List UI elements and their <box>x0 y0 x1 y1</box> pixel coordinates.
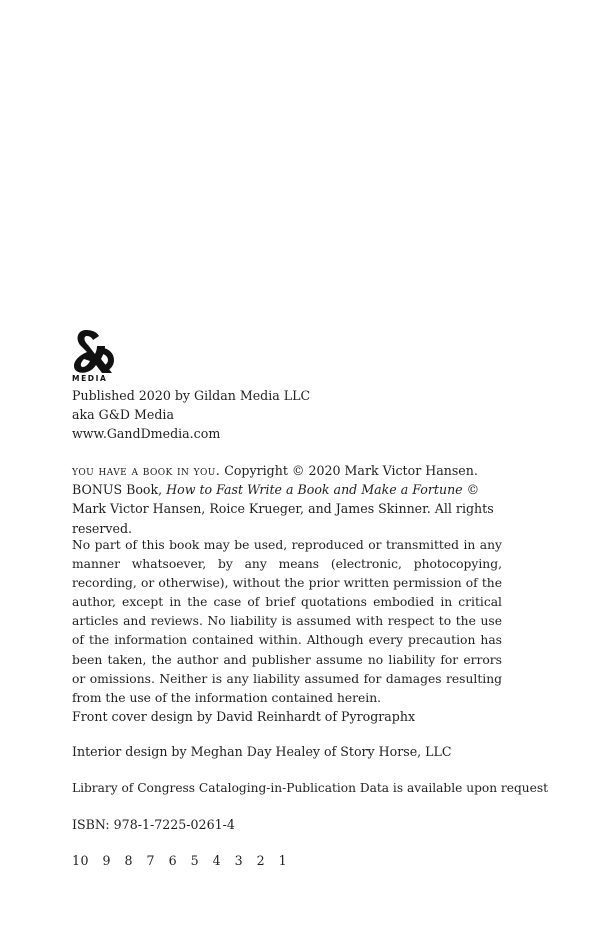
book-title-caps: you have a book in you. <box>72 463 221 478</box>
aka-line: aka G&D Media <box>72 407 174 423</box>
copyright-text-2: © Mark Victor Hansen, Roice Krueger, and James Skinner. All rights reserved. <box>72 482 494 536</box>
copyright-text-1: Copyright © 2020 Mark Victor Hansen. BONUS Book, <box>72 463 478 498</box>
rights-paragraph: No part of this book may be used, reproduced or transmitted in any manner whatsoever, by any means (electronic, photocopying, recording, or otherwise), without the prior written permission of the author, except in the case of brief quotations embodied in critical articles and reviews. No liability is assumed with respect to the use of the information contained within. Although every precaution has been taken, the author and publisher assume no liability for errors or omissions. Neither is any liability assumed for damages resulting from the use of the information contained herein. <box>72 538 502 705</box>
cover-design-credit: Front cover design by David Reinhardt of Pyrographx <box>72 709 416 724</box>
cip-data-note: Library of Congress Cataloging-in-Publication Data is available upon request <box>72 781 548 795</box>
printer-line: 10 9 8 7 6 5 4 3 2 1 <box>72 853 288 868</box>
published-by-line: Published 2020 by Gildan Media LLC <box>72 388 311 403</box>
publisher-website: www.GandDmedia.com <box>72 426 221 442</box>
interior-design-credit: Interior design by Meghan Day Healey of Story Horse, LLC <box>72 744 452 759</box>
publisher-logo <box>72 328 116 384</box>
logo-wordmark: MEDIA <box>72 374 108 383</box>
copyright-notice <box>72 461 502 538</box>
isbn: ISBN: 978-1-7225-0261-4 <box>72 817 235 832</box>
ampersand-logo-icon <box>72 328 116 374</box>
bonus-book-title: How to Fast Write a Book and Make a Fortune <box>166 482 463 498</box>
publisher-info <box>72 386 502 444</box>
